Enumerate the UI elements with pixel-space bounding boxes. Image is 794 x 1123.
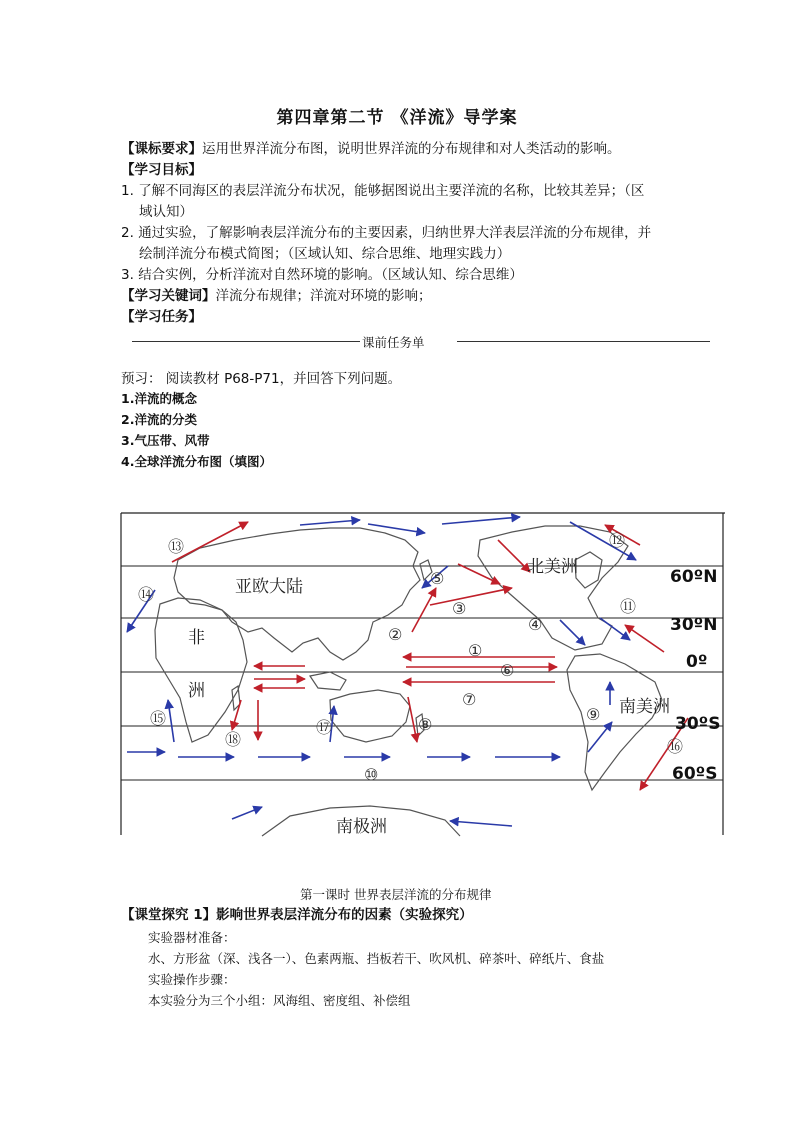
goal-1-cont: 域认知） — [139, 204, 193, 220]
preview-instructions: 预习： 阅读教材 P68-P71，并回答下列问题。 — [121, 371, 402, 387]
materials-label: 实验器材准备： — [148, 930, 236, 945]
current-label-18: ⑱ — [225, 730, 242, 749]
current-label-11: ⑪ — [620, 597, 637, 616]
lat-0: 0º — [686, 652, 708, 672]
steps-text: 本实验分为三个小组：风海组、密度组、补偿组 — [148, 993, 411, 1008]
south-america-label: 南美洲 — [619, 697, 670, 717]
lat-60n: 60ºN — [670, 567, 718, 587]
keywords-text: 洋流分布规律；洋流对环境的影响； — [215, 288, 432, 304]
africa-outline — [155, 598, 247, 742]
antarctica-label: 南极洲 — [336, 817, 387, 837]
current-label-17: ⑰ — [316, 718, 333, 737]
current-label-2: ② — [388, 625, 403, 644]
current-label-10: ⑩ — [364, 765, 379, 784]
pre-task-item: 3.气压带、风带 — [121, 433, 210, 448]
pre-task-item: 4.全球洋流分布图（填图） — [121, 454, 272, 469]
lesson-heading: 第一课时 世界表层洋流的分布规律 — [300, 887, 492, 902]
steps-label: 实验操作步骤： — [148, 972, 236, 987]
current-label-1: ① — [468, 641, 483, 660]
australia-outline — [330, 690, 410, 742]
eurasia-label: 亚欧大陆 — [235, 577, 303, 597]
requirement-text: 运用世界洋流分布图，说明世界洋流的分布规律和对人类活动的影响。 — [202, 141, 621, 157]
current-label-13: ⑬ — [168, 537, 185, 556]
current-label-6: ⑥ — [500, 661, 515, 680]
current-label-15: ⑮ — [150, 709, 167, 728]
north-america-label: 北美洲 — [527, 557, 578, 577]
map-frame — [121, 513, 725, 835]
coastlines — [155, 526, 662, 836]
indonesia-outline — [310, 672, 346, 690]
pre-task-heading: 课前任务单 — [362, 335, 425, 350]
goal-text: 了解不同海区的表层洋流分布状况，能够据图说出主要洋流的名称，比较其差异；（区 — [138, 183, 645, 199]
goal-number: 2. — [121, 225, 134, 241]
pre-task-item: 2.洋流的分类 — [121, 412, 197, 427]
current-label-5: ⑤ — [430, 569, 445, 588]
current-label-16: ⑯ — [667, 737, 684, 756]
africa-label-1: 非 — [188, 628, 205, 648]
continent-labels — [188, 557, 670, 837]
keywords-tag: 【学习关键词】 — [121, 288, 216, 304]
current-label-7: ⑦ — [462, 690, 477, 709]
goal-2-cont: 绘制洋流分布模式简图；（区域认知、综合思维、地理实践力） — [139, 246, 511, 262]
north-america-outline — [478, 526, 628, 650]
goal-text: 结合实例，分析洋流对自然环境的影响。（区域认知、综合思维） — [138, 267, 523, 283]
pre-task-item: 1.洋流的概念 — [121, 391, 197, 406]
lat-30s: 30ºS — [675, 714, 721, 734]
requirement-tag: 【课标要求】 — [121, 141, 202, 157]
exploration-tag: 【课堂探究 1】 — [121, 907, 217, 923]
page-title: 第四章第二节 《洋流》导学案 — [276, 108, 518, 128]
goal-text: 通过实验，了解影响表层洋流分布的主要因素，归纳世界大洋表层洋流的分布规律，并 — [138, 225, 652, 241]
class-exploration — [121, 905, 473, 925]
africa-label-2: 洲 — [188, 681, 205, 701]
greenland-outline — [575, 552, 602, 588]
goal-number: 1. — [121, 183, 134, 199]
current-label-3: ③ — [452, 599, 467, 618]
goals-heading: 【学习目标】 — [121, 162, 202, 178]
warm-currents — [172, 522, 688, 790]
exploration-text: 影响世界表层洋流分布的因素（实验探究） — [216, 907, 473, 923]
current-label-8: ⑧ — [418, 715, 433, 734]
current-label-4: ④ — [528, 615, 543, 634]
lat-30n: 30ºN — [670, 615, 718, 635]
materials-list: 水、方形盆（深、浅各一）、色素两瓶、挡板若干、吹风机、碎茶叶、碎纸片、食盐 — [148, 951, 605, 966]
south-america-outline — [567, 654, 662, 790]
tasks-heading: 【学习任务】 — [121, 309, 202, 325]
lat-60s: 60ºS — [672, 764, 718, 784]
goal-number: 3. — [121, 267, 134, 283]
current-label-9: ⑨ — [586, 705, 601, 724]
current-label-14: ⑭ — [138, 585, 155, 604]
current-label-12: ⑫ — [609, 531, 626, 550]
